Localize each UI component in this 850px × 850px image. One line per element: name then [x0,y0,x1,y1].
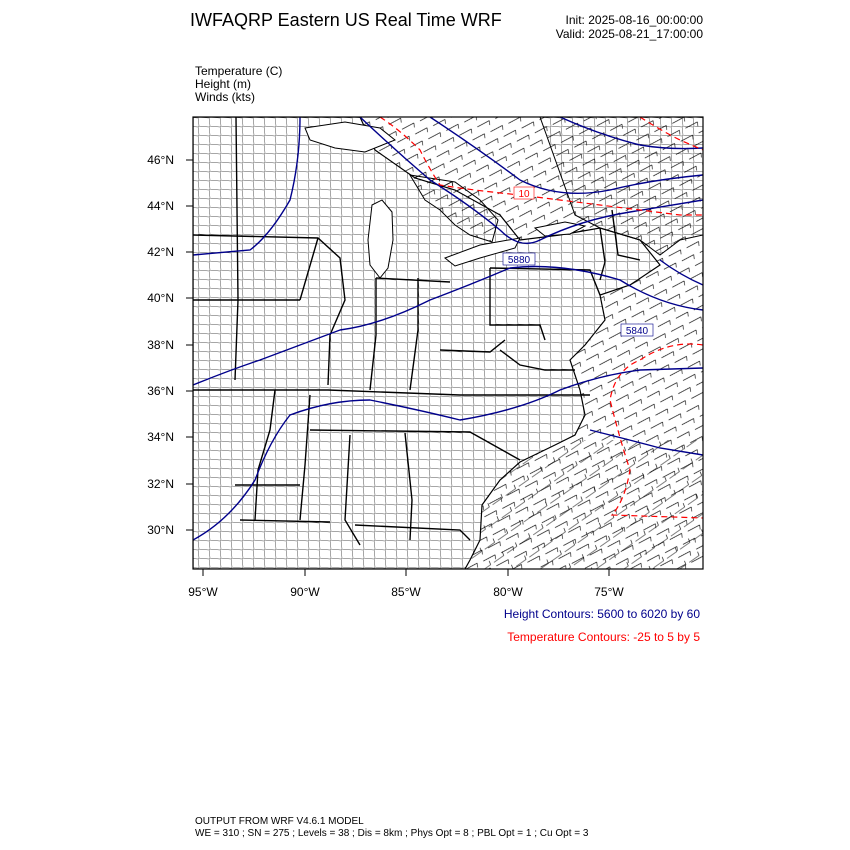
lat-label: 40°N [147,291,174,305]
plot-title: IWFAQRP Eastern US Real Time WRF [190,10,502,30]
lon-label: 80°W [493,585,523,599]
model-info-line2: WE = 310 ; SN = 275 ; Levels = 38 ; Dis = 8km ; Phys Opt = 8 ; PBL Opt = 1 ; Cu Opt = 3 [195,828,589,839]
legend-winds: Winds (kts) [195,90,255,104]
temperature-contours-info: Temperature Contours: -25 to 5 by 5 [507,630,700,644]
lat-label: 34°N [147,430,174,444]
lon-label: 95°W [188,585,218,599]
lon-label: 75°W [594,585,624,599]
legend-height: Height (m) [195,77,252,91]
lat-axis [147,153,193,537]
lon-label: 85°W [391,585,421,599]
lat-label: 36°N [147,384,174,398]
lat-label: 42°N [147,245,174,259]
valid-time: Valid: 2025-08-21_17:00:00 [555,27,703,41]
map-panel [193,117,703,569]
init-time: Init: 2025-08-16_00:00:00 [565,13,703,27]
lat-label: 30°N [147,523,174,537]
lat-label: 32°N [147,477,174,491]
lat-label: 44°N [147,199,174,213]
lon-axis [188,569,624,599]
legend-temperature: Temperature (C) [195,64,283,78]
height-contours-info: Height Contours: 5600 to 6020 by 60 [503,607,700,621]
height-contour-label-5840: 5840 [625,326,649,337]
model-info-line1: OUTPUT FROM WRF V4.6.1 MODEL [195,816,364,827]
height-contour-label-5880: 5880 [507,255,531,266]
lat-label: 46°N [147,153,174,167]
lat-label: 38°N [147,338,174,352]
lon-label: 90°W [290,585,320,599]
temp-contour-label: 10 [518,189,530,200]
